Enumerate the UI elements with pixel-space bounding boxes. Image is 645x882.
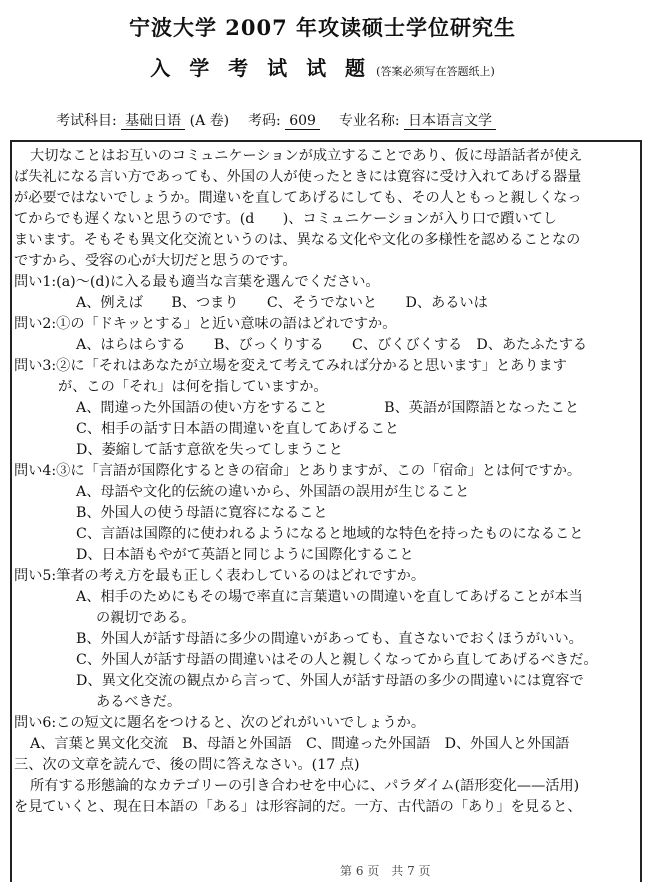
question-3-cont: が、この「それ」は何を指していますか。 [58, 379, 328, 395]
answer-option-cont: あるべきだ。 [96, 694, 182, 710]
answer-option: A、間違った外国語の使い方をすること B、英語が国際語となったこと [76, 400, 580, 416]
answer-note: (答案必须写在答题纸上) [376, 65, 495, 78]
answer-option: D、萎縮して話す意欲を失ってしまうこと [76, 442, 343, 458]
question-3: 問い3:②に「それはあなたが立場を変えて考えてみれば分かると思います」とあります [14, 358, 567, 374]
question-6: 問い6:この短文に題名をつけると、次のどれがいいでしょうか。 [14, 715, 426, 731]
code-value: 609 [285, 113, 320, 130]
paper-version: (A 卷) [189, 113, 230, 129]
major-label: 专业名称: [338, 113, 400, 129]
page-number: 第 6 页 共 7 页 [340, 864, 431, 878]
passage-line: 所有する形態論的なカテゴリーの引き合わせを中心に、パラダイム(語形変化——活用) [30, 778, 580, 794]
passage-line: ば失礼になる言い方であっても、外国の人が使ったときには寛容に受け入れてあげる器量 [14, 169, 582, 185]
code-label: 考码: [248, 113, 281, 129]
question-2: 問い2:①の「ドキッとする」と近い意味の語はどれですか。 [14, 316, 397, 332]
answer-option: C、言語は国際的に使われるようになると地域的な特色を持ったものになること [76, 526, 584, 542]
answer-option: D、日本語もやがて英語と同じように国際化すること [76, 547, 414, 563]
passage-line: まいます。そもそも異文化交流というのは、異なる文化や文化の多様性を認めることなの [14, 232, 581, 248]
question-5: 問い5:筆者の考え方を最も正しく表わしているのはどれですか。 [14, 568, 426, 584]
passage-line: が必要ではないでしょうか。間違いを直してあげるにしても、その人ともっと親しくなっ [14, 190, 582, 206]
section-3-heading: 三、次の文章を読んで、後の問に答えなさい。(17 点) [14, 757, 360, 773]
exam-title: 宁波大学 2007 年攻读硕士学位研究生 [128, 15, 517, 40]
answer-options: A、はらはらする B、びっくりする C、びくびくする D、あたふたする [76, 337, 588, 353]
answer-option: D、異文化交流の観点から言って、外国人が話す母語の多少の間違いには寛容で [76, 673, 584, 689]
exam-meta [56, 110, 496, 130]
answer-option: A、母語や文化的伝統の違いから、外国語の誤用が生じること [76, 484, 470, 500]
answer-options: A、言葉と異文化交流 B、母語と外国語 C、間違った外国語 D、外国人と外国語 [30, 736, 570, 752]
passage-line: を見ていくと、現在日本語の「ある」は形容詞的だ。一方、古代語の「あり」を見ると、 [14, 799, 582, 815]
passage-line: てからでも遅くないと思うのです。(d )、コミュニケーションが入り口で躓いてし [14, 211, 557, 227]
subject-value: 基础日语 [121, 113, 185, 130]
answer-option: C、外国人が話す母語の間違いはその人と親しくなってから直してあげるべきだ。 [76, 652, 598, 668]
exam-subtitle-row [0, 52, 645, 81]
answer-options: A、例えば B、つまり C、そうでないと D、あるいは [76, 295, 488, 311]
answer-option: B、外国人が話す母語に多少の間違いがあっても、直さないでおくほうがいい。 [76, 631, 583, 647]
answer-option: C、相手の話す日本語の間違いを直してあげること [76, 421, 399, 437]
answer-option: B、外国人の使う母語に寛容になること [76, 505, 328, 521]
question-4: 問い4:③に「言語が国際化するときの宿命」とありますが、この「宿命」とは何ですか。 [14, 463, 582, 479]
exam-subtitle: 入 学 考 试 试 题 [150, 56, 372, 80]
answer-option-cont: の親切である。 [96, 610, 196, 626]
major-value: 日本语言文学 [404, 113, 496, 130]
passage-line: 大切なことはお互いのコミュニケーションが成立することであり、仮に母語話者が使え [30, 148, 583, 164]
question-1: 問い1:(a)〜(d)に入る最も適当な言葉を選んでください。 [14, 274, 380, 290]
answer-option: A、相手のためにもその場で率直に言葉遣いの間違いを直してあげることが本当 [76, 589, 583, 605]
passage-line: ですから、受容の心が大切だと思うのです。 [14, 253, 297, 269]
subject-label: 考试科目: [56, 113, 117, 129]
